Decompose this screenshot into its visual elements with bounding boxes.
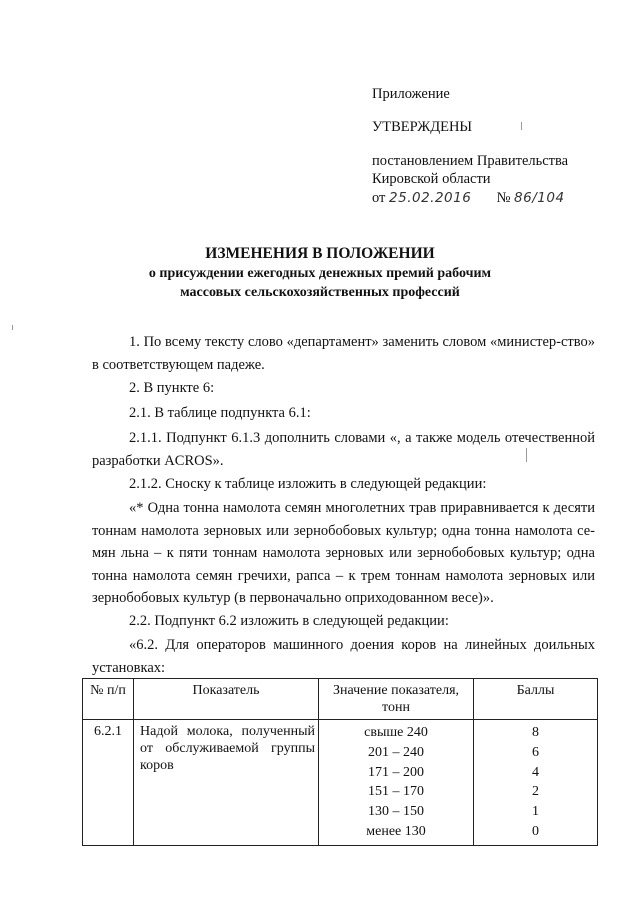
value-item: 201 – 240 [368, 744, 424, 760]
date-prefix: от [372, 190, 386, 206]
document-subtitle-2: массовых сельскохозяйственных профессий [180, 285, 460, 300]
document-subtitle-1: о присуждении ежегодных денежных премий рабочим [148, 266, 492, 281]
header-points: Баллы [474, 679, 598, 720]
points-item: 4 [532, 764, 539, 780]
paragraph-1: 1. По всему тексту слово «департамент» заменить словом «министер-ство» в соответствующем падеже. [92, 334, 595, 373]
paragraph-7: 2.2. Подпункт 6.2 изложить в следующей редакции: [129, 613, 449, 629]
table-row [83, 720, 598, 846]
value-item: 130 – 150 [368, 804, 424, 820]
value-item: свыше 240 [364, 725, 428, 740]
resolution-line-2: Кировской области [372, 171, 491, 187]
points-item: 8 [532, 725, 539, 740]
points-item: 0 [532, 823, 539, 839]
number-prefix: № [496, 190, 511, 206]
row-values-cell [319, 720, 474, 846]
number-value: 86/104 [514, 190, 565, 206]
milk-yield-table [82, 678, 598, 846]
header-num: № п/п [83, 679, 134, 720]
row-points-cell [474, 720, 598, 846]
appendix-label: Приложение [372, 86, 450, 102]
header-indicator: Показатель [134, 679, 319, 720]
row-indicator: Надой молока, полученный от обслуживаемой группы коров [134, 720, 319, 846]
date-value: 25.02.2016 [389, 190, 472, 206]
points-item: 2 [532, 784, 539, 800]
table-header-row [83, 679, 598, 720]
value-item: 171 – 200 [368, 764, 424, 780]
value-item: менее 130 [366, 823, 426, 839]
points-item: 6 [532, 744, 539, 760]
approved-label: УТВЕРЖДЕНЫ [372, 119, 473, 135]
row-num: 6.2.1 [83, 720, 134, 846]
points-item: 1 [532, 804, 539, 820]
value-item: 151 – 170 [368, 784, 424, 800]
resolution-line-1: постановлением Правительства [372, 153, 569, 169]
paragraph-5: 2.1.2. Сноску к таблице изложить в следующей редакции: [129, 476, 487, 492]
paragraph-2: 2. В пункте 6: [129, 380, 215, 396]
scan-mark [526, 448, 527, 462]
date-number-line [372, 190, 565, 207]
scan-mark [521, 122, 522, 130]
paragraph-3: 2.1. В таблице подпункта 6.1: [129, 405, 311, 421]
paragraph-6: «* Одна тонна намолота семян многолетних трав приравнивается к десяти тоннам намолота зерновых или зернобобовых культур; одна тонна намолота се-мян льна – к пяти тоннам намолота зерновых или зернобобовых культур; одна тонна намолота семян гречихи, рапса – к трем тоннам намолота зерновых или зернобобовых культур (в первоначально оприходованном весе)». [92, 500, 595, 606]
paragraph-8: «6.2. Для операторов машинного доения коров на линейных доильных установках: [92, 637, 595, 676]
document-title: ИЗМЕНЕНИЯ В ПОЛОЖЕНИИ [205, 245, 435, 262]
scan-mark [12, 325, 13, 330]
header-value: Значение показателя, тонн [319, 679, 474, 720]
paragraph-4: 2.1.1. Подпункт 6.1.3 дополнить словами «, а также модель отечественной разработки ACROS». [92, 430, 595, 469]
